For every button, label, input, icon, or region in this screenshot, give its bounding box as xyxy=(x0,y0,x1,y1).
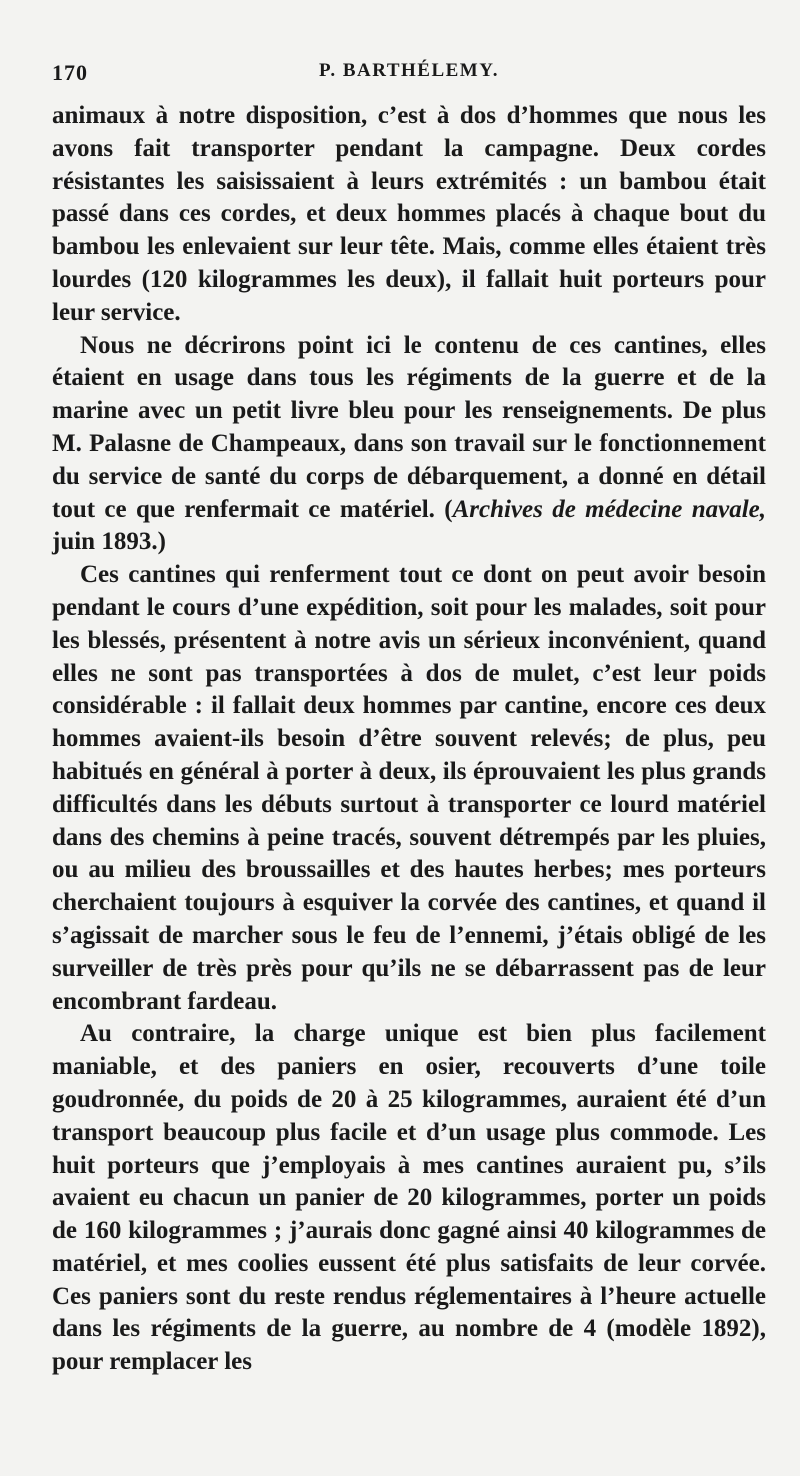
paragraph-baskets: Au contraire, la charge unique est bien plus facilement maniable, et des paniers en osier, recouverts d’une toile goudronnée, du poids de 20 à 25 kilogrammes, auraient été d’un transport beaucoup plus facile et d’un usage plus commode. Les huit porteurs que j’employais à mes cantines auraient pu, s’ils avaient eu chacun un panier de 20 kilogrammes, porter un poids de 160 kilogrammes ; j’aurais donc gagné ainsi 40 kilogrammes de matériel, et mes coolies eussent été plus satisfaits de leur corvée. Ces paniers sont du reste rendus réglementaires à l’heure actuelle dans les régiments de la guerre, au nombre de 4 (modèle 1892), pour remplacer les xyxy=(52,1020,766,1376)
body-text xyxy=(52,100,766,1379)
paragraph-continued: animaux à notre disposition, c’est à dos d’hommes que nous les avons fait transporter pendant la campagne. Deux cordes résistantes les saisissaient à leurs extrémités : un bambou était passé dans ces cordes, et deux hommes placés à chaque bout du bambou les enlevaient sur leur tête. Mais, comme elles étaient très lourdes (120 kilogrammes les deux), il fallait huit porteurs pour leur service. xyxy=(52,102,766,326)
paragraph-text: juin 1893.) xyxy=(52,528,166,556)
paragraph-text: Nous ne décrirons point ici le contenu de ces cantines, elles étaient en usage dans tous les régiments de la guerre et de la marine avec un petit livre bleu pour les renseignements. De plus M. Palasne de Champeaux, dans son travail sur le fonctionnement du service de santé du corps de débarquement, a donné en détail tout ce que renfermait ce matériel. ( xyxy=(52,331,766,523)
page-number: 170 xyxy=(52,60,88,85)
paragraph-inconvenient: Ces cantines qui renferment tout ce dont on peut avoir besoin pendant le cours d’une expédition, soit pour les malades, soit pour les blessés, présentent à notre avis un sérieux inconvénient, quand elles ne sont pas transportées à dos de mulet, c’est leur poids considérable : il fallait deux hommes par cantine, encore ces deux hommes avaient-ils besoin d’être souvent relevés; de plus, peu habitués en général à porter à deux, ils éprouvaient les plus grands difficultés dans les débuts surtout à transporter ce lourd matériel dans des chemins à peine tracés, souvent détrempés par les pluies, ou au milieu des broussailles et des hautes herbes; mes porteurs cherchaient toujours à esquiver la corvée des cantines, et quand il s’agissait de marcher sous le feu de l’ennemi, j’étais obligé de les surveiller de très près pour qu’ils ne se débarrassent pas de leur encombrant fardeau. xyxy=(52,561,766,1015)
citation-italic: Archives de médecine navale, xyxy=(452,495,766,523)
paragraph-cantines-contents xyxy=(52,330,766,560)
running-head xyxy=(52,60,766,90)
running-title: P. BARTHÉLEMY. xyxy=(319,60,499,81)
